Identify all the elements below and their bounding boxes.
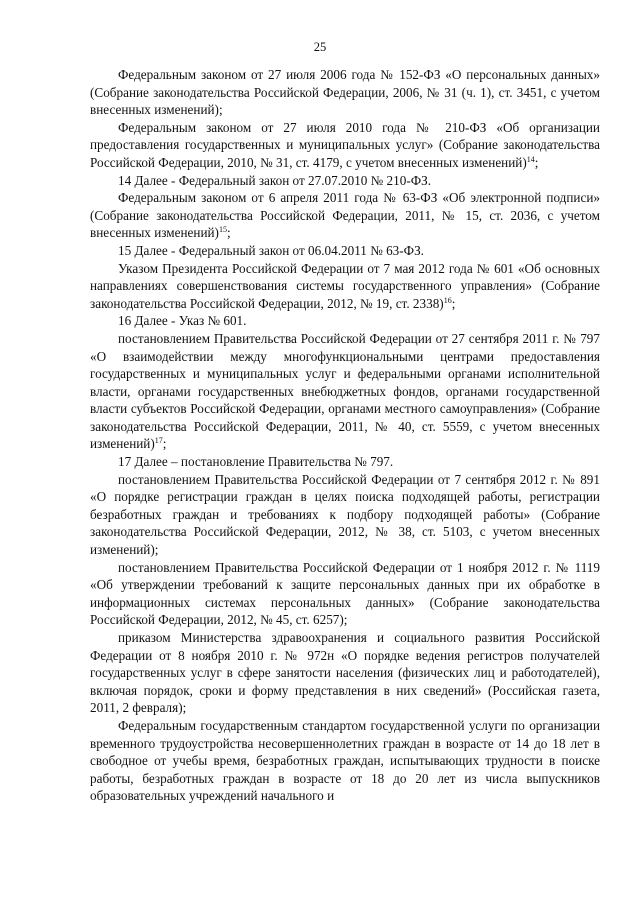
footnote-15: 15 Далее - Федеральный закон от 06.04.2011 № 63-ФЗ. xyxy=(118,242,424,258)
paragraph-order-972n: приказом Министерства здравоохранения и социального развития Российской Федерации от 8 ноября 2010 г. № 972н «О порядке ведения регистров получателей государственных услуг в сфере занятости населения (физических лиц и работодателей), включая порядок, сроки и форму представления в них сведений» (Российская газета, 2011, 2 февраля); xyxy=(90,630,600,716)
footnote-ref: 14 xyxy=(526,154,535,164)
paragraph-resolution-797: постановлением Правительства Российской Федерации от 27 сентября 2011 г. № 797 «О взаимодействии между многофункциональными центрами предоставления государственных и муниципальных услуг и федеральными органами исполнительной власти, органами государственных внебюджетных фондов, органами государственной власти субъектов Российской Федерации, органами местного самоуправления» (Собрание законодательства Российской Федерации, 2011, № 40, ст. 5559, с учетом внесенных изменений)$^{17}$; xyxy=(90,330,600,452)
paragraph-resolution-891: постановлением Правительства Российской Федерации от 7 сентября 2012 г. № 891 «О порядке регистрации граждан в целях поиска подходящей работы, регистрации безработных граждан и требованиях к подбору подходящей работы» (Собрание законодательства Российской Федерации, 2012, № 38, ст. 5103, с учетом внесенных изменений); xyxy=(90,471,600,558)
paragraph-law-152fz: Федеральным законом от 27 июля 2006 года № 152-ФЗ «О персональных данных» (Собрание законодательства Российской Федерации, 2006, № 31 (ч. 1), ст. 3451, с учетом внесенных изменений); xyxy=(90,67,600,118)
paragraph-law-63fz: Федеральным законом от 6 апреля 2011 года № 63-ФЗ «Об электронной подписи» (Собрание законодательства Российской Федерации, 2011, № 15, ст. 2036, с учетом внесенных изменений)$^{15}$; xyxy=(90,190,600,241)
footnote-ref: 15 xyxy=(218,225,227,235)
footnote-ref: 16 xyxy=(443,295,452,305)
document-body xyxy=(90,66,600,805)
paragraph-federal-standard: Федеральным государственным стандартом государственной услуги по организации временного трудоустройства несовершеннолетних граждан в возрасте от 14 до 18 лет в свободное от учебы время, безработных граждан, испытывающих трудности в поиске работы, безработных граждан в возрасте от 18 до 20 лет из числа выпускников образовательных учреждений начального и xyxy=(90,717,600,804)
paragraph-law-210fz: Федеральным законом от 27 июля 2010 года № 210-ФЗ «Об организации предоставления государственных и муниципальных услуг» (Собрание законодательства Российской Федерации, 2010, № 31, ст. 4179, с учетом внесенных изменений)$^{14}$; xyxy=(90,119,600,170)
page-number: 25 xyxy=(313,40,327,54)
footnote-ref: 17 xyxy=(154,436,163,446)
footnote-14: 14 Далее - Федеральный закон от 27.07.2010 № 210-ФЗ. xyxy=(118,172,432,188)
paragraph-resolution-1119: постановлением Правительства Российской Федерации от 1 ноября 2012 г. № 1119 «Об утверждении требований к защите персональных данных при их обработке в информационных системах персональных данных» (Собрание законодательства Российской Федерации, 2012, № 45, ст. 6257); xyxy=(90,559,600,628)
footnote-16: 16 Далее - Указ № 601. xyxy=(118,313,247,329)
footnote-17: 17 Далее – постановление Правительства № 797. xyxy=(118,454,394,470)
paragraph-decree-601: Указом Президента Российской Федерации от 7 мая 2012 года № 601 «Об основных направлениях совершенствования системы государственного управления» (Собрание законодательства Российской Федерации, 2012, № 19, ст. 2338)$^{16}$; xyxy=(90,260,600,311)
